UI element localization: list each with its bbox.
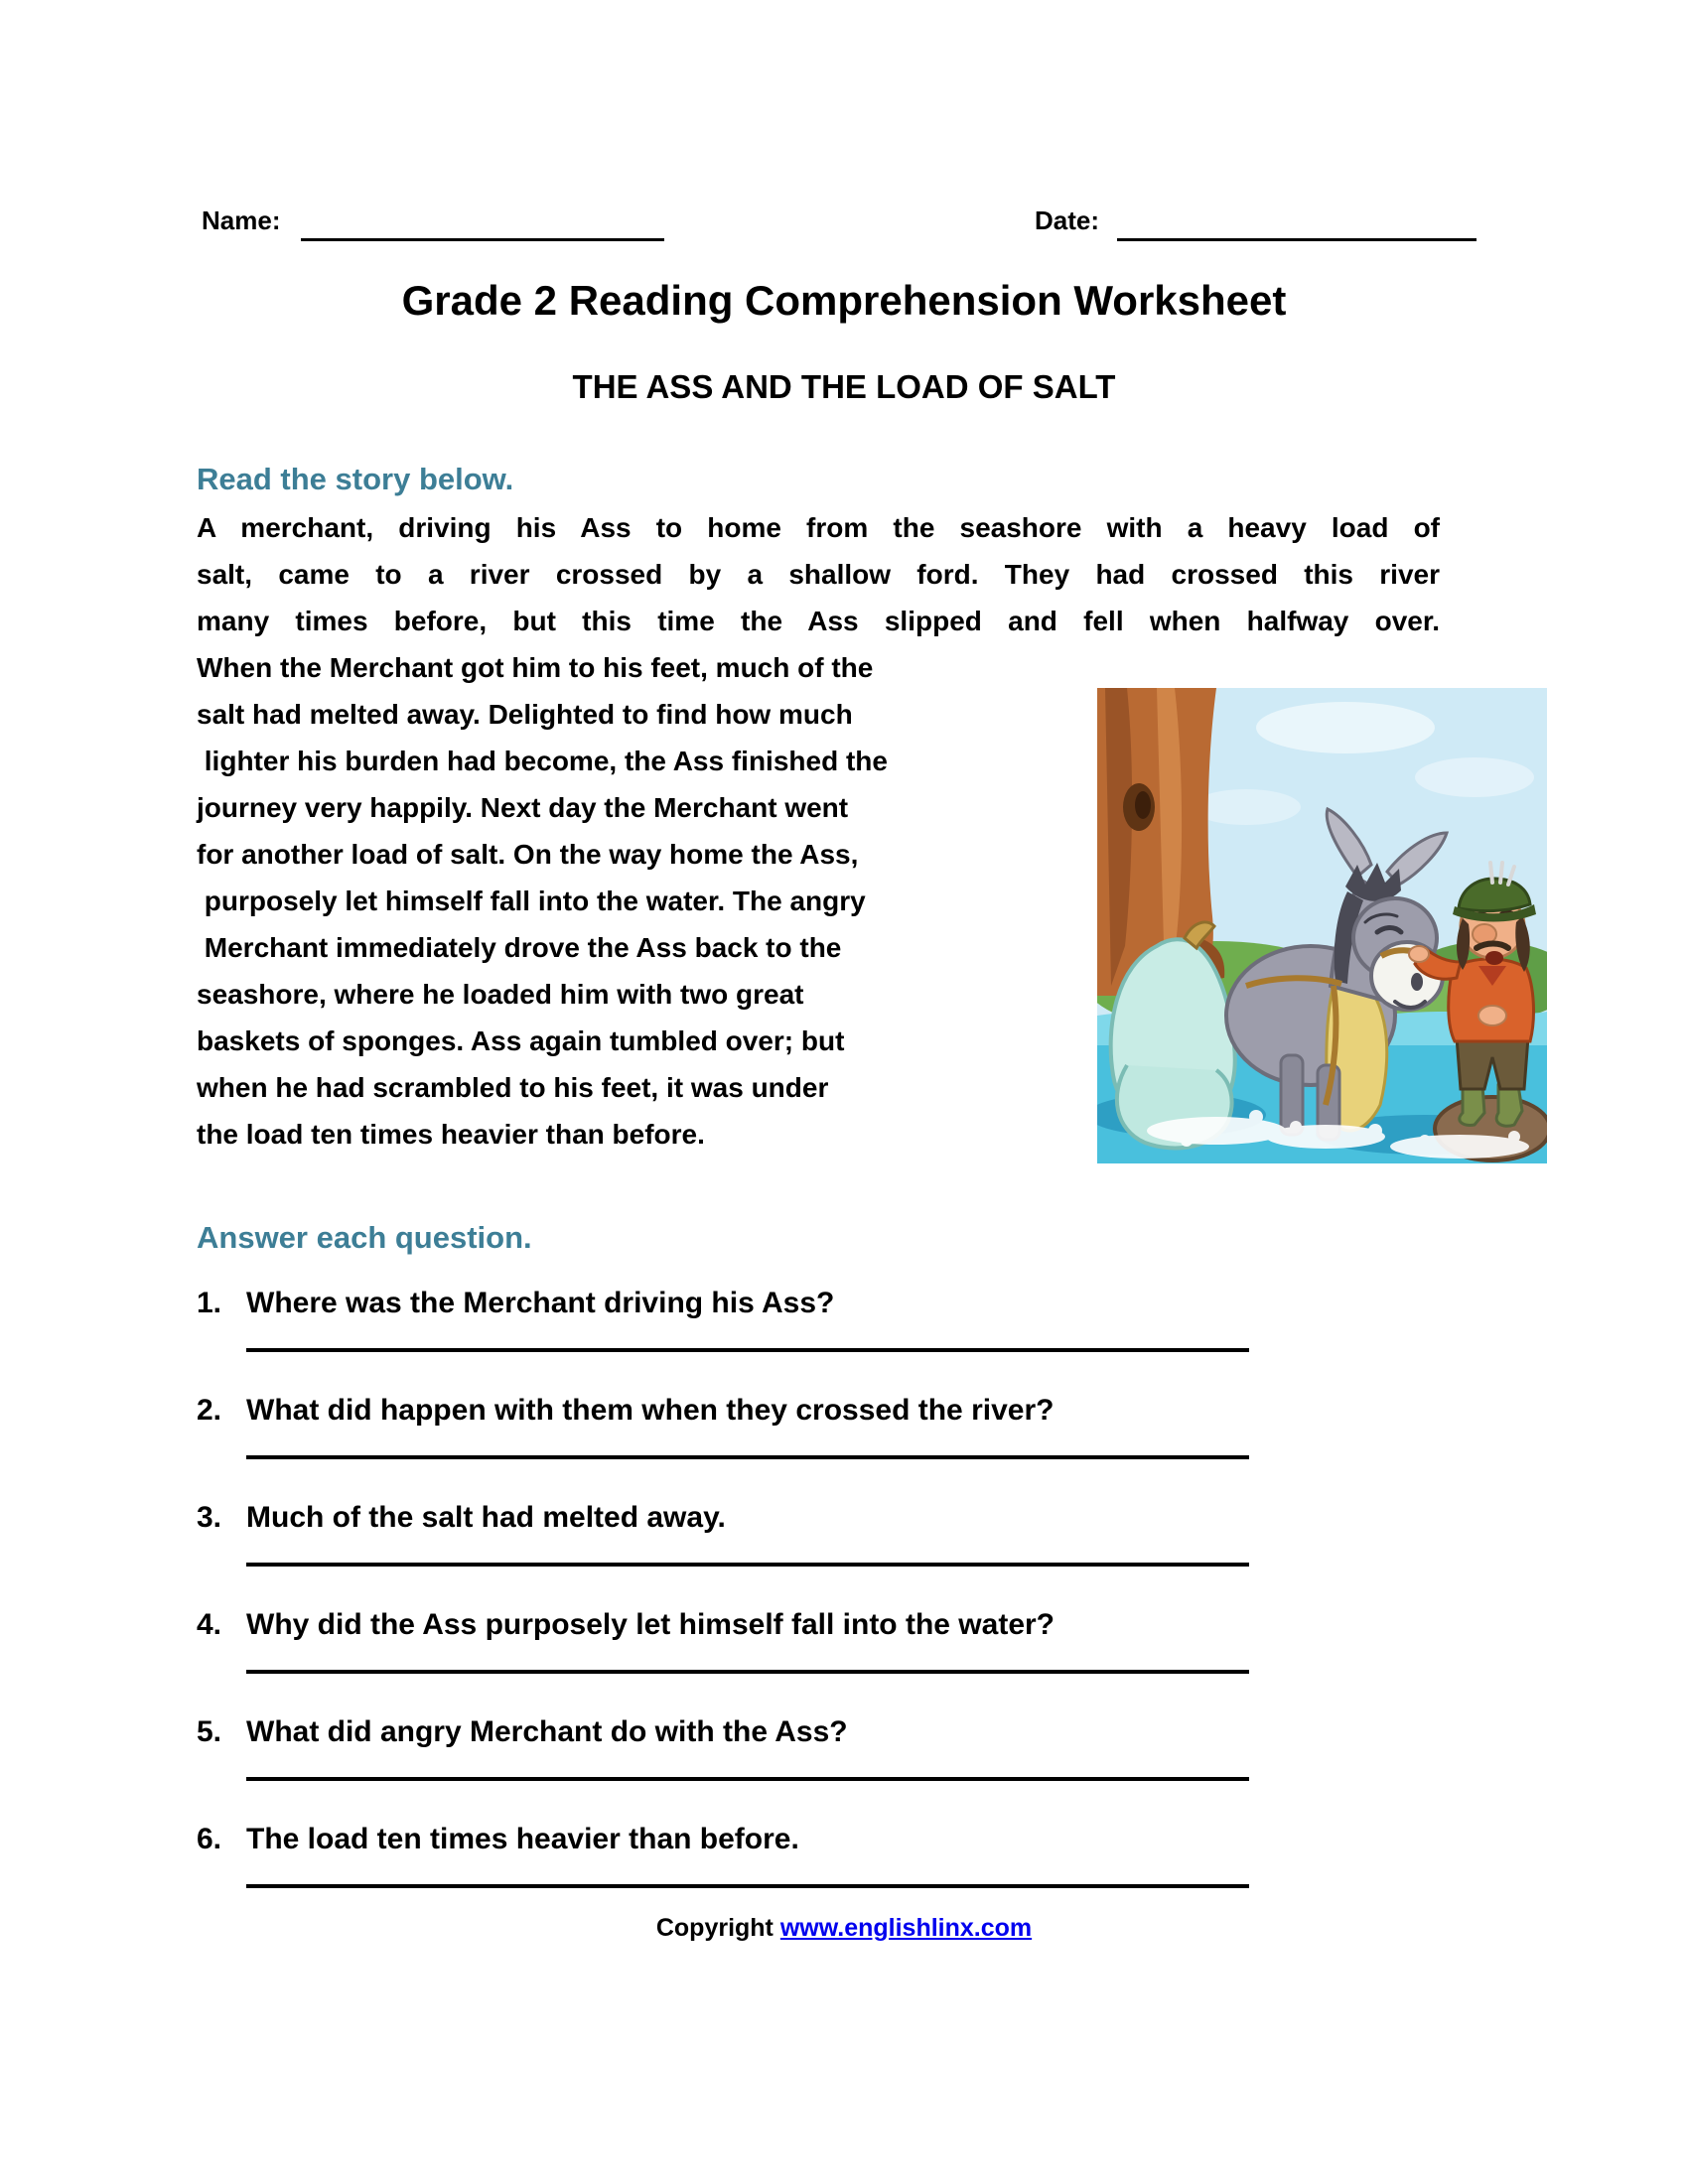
story-line: When the Merchant got him to his feet, much of the bbox=[197, 652, 874, 683]
story-line: many times before, but this time the Ass slipped and fell when halfway over. bbox=[197, 606, 1440, 636]
question-number: 3. bbox=[197, 1501, 222, 1534]
story-illustration bbox=[1097, 688, 1547, 1163]
question-number: 2. bbox=[197, 1394, 222, 1427]
question-6 bbox=[197, 1821, 1487, 1858]
story-line: seashore, where he loaded him with two great bbox=[197, 979, 804, 1010]
story-paragraph-beside-image bbox=[197, 644, 1090, 1158]
englishlinx-link[interactable]: www.englishlinx.com bbox=[779, 1914, 1033, 1942]
answer-line-4 bbox=[246, 1670, 1249, 1674]
question-text: Much of the salt had melted away. bbox=[246, 1501, 726, 1534]
question-3 bbox=[197, 1499, 1487, 1537]
question-text: Where was the Merchant driving his Ass? bbox=[246, 1287, 835, 1319]
story-line: lighter his burden had become, the Ass finished the bbox=[197, 746, 888, 776]
question-text: Why did the Ass purposely let himself fall into the water? bbox=[246, 1608, 1055, 1641]
date-write-line bbox=[1117, 238, 1477, 241]
story-line: journey very happily. Next day the Merchant went bbox=[197, 792, 849, 823]
name-label: Name: bbox=[202, 205, 281, 235]
story-line: for another load of salt. On the way home the Ass, bbox=[197, 839, 859, 870]
answer-questions-heading: Answer each question. bbox=[197, 1220, 532, 1255]
question-number: 5. bbox=[197, 1715, 222, 1748]
story-line: A merchant, driving his Ass to home from the seashore with a heavy load of bbox=[197, 512, 1440, 543]
name-write-line bbox=[301, 238, 664, 241]
question-5 bbox=[197, 1713, 1487, 1751]
question-4 bbox=[197, 1606, 1487, 1644]
story-title: THE ASS AND THE LOAD OF SALT bbox=[572, 368, 1116, 405]
story-line: when he had scrambled to his feet, it was under bbox=[197, 1072, 829, 1103]
question-text: The load ten times heavier than before. bbox=[246, 1823, 799, 1855]
story-line: salt, came to a river crossed by a shallow ford. They had crossed this river bbox=[197, 559, 1440, 590]
question-text: What did angry Merchant do with the Ass? bbox=[246, 1715, 848, 1748]
answer-line-2 bbox=[246, 1455, 1249, 1459]
question-number: 6. bbox=[197, 1823, 222, 1855]
copyright-label: Copyright bbox=[655, 1914, 780, 1942]
answer-line-1 bbox=[246, 1348, 1249, 1352]
footer bbox=[0, 1912, 1688, 1944]
story-line: baskets of sponges. Ass again tumbled over; but bbox=[197, 1025, 845, 1056]
date-label: Date: bbox=[1035, 205, 1100, 235]
story-line: salt had melted away. Delighted to find how much bbox=[197, 699, 853, 730]
read-story-heading: Read the story below. bbox=[197, 462, 514, 496]
answer-line-3 bbox=[246, 1563, 1249, 1567]
story-line: the load ten times heavier than before. bbox=[197, 1119, 705, 1150]
story-paragraph-full-width bbox=[197, 504, 1440, 644]
question-number: 1. bbox=[197, 1287, 222, 1319]
answer-line-6 bbox=[246, 1884, 1249, 1888]
story-line: Merchant immediately drove the Ass back to the bbox=[197, 932, 842, 963]
page-title: Grade 2 Reading Comprehension Worksheet bbox=[401, 277, 1287, 324]
question-1 bbox=[197, 1285, 1487, 1322]
answer-line-5 bbox=[246, 1777, 1249, 1781]
question-text: What did happen with them when they crossed the river? bbox=[246, 1394, 1055, 1427]
question-2 bbox=[197, 1392, 1487, 1430]
story-line: purposely let himself fall into the water. The angry bbox=[197, 886, 866, 916]
question-number: 4. bbox=[197, 1608, 222, 1641]
